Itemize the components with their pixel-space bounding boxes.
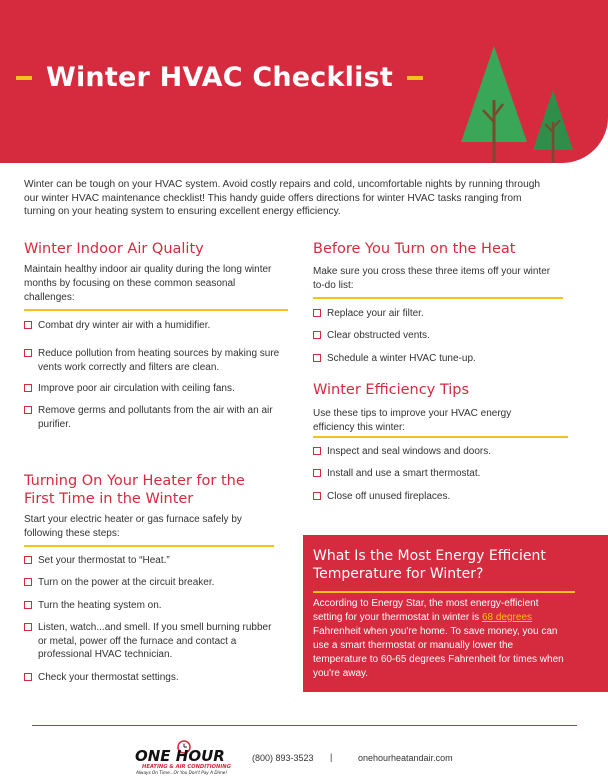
page-title: Winter HVAC Checklist	[46, 62, 393, 93]
logo-wordmark: ONE HOUR	[135, 747, 225, 765]
list-item: Inspect and seal windows and doors.	[313, 445, 568, 459]
list-item: Check your thermostat settings.	[24, 671, 274, 685]
list-item: Schedule a winter HVAC tune-up.	[313, 352, 563, 366]
footer-separator: |	[330, 752, 333, 762]
title-row	[16, 62, 423, 93]
checkbox-icon	[313, 447, 321, 455]
checkbox-icon	[24, 406, 32, 414]
checkbox-icon	[24, 384, 32, 392]
checkbox-icon	[313, 492, 321, 500]
list-item: Listen, watch...and smell. If you smell burning rubber or metal, power off the furnace and contact a professional HVAC technician.	[24, 621, 274, 662]
list-item: Turn on the power at the circuit breaker.	[24, 576, 274, 590]
callout-rule	[313, 591, 575, 593]
before-heat-rule	[313, 297, 563, 299]
list-item: Replace your air filter.	[313, 307, 563, 321]
before-heat-heading: Before You Turn on the Heat	[313, 241, 516, 257]
checkbox-icon	[24, 578, 32, 586]
efficiency-heading: Winter Efficiency Tips	[313, 382, 470, 398]
checkbox-icon	[313, 469, 321, 477]
checkbox-icon	[24, 556, 32, 564]
logo-tagline: Always On Time...Or You Don't Pay A Dime!	[136, 770, 228, 775]
list-item: Remove germs and pollutants from the air with an air purifier.	[24, 404, 280, 432]
list-item: Install and use a smart thermostat.	[313, 467, 568, 481]
list-item: Set your thermostat to “Heat.”	[24, 554, 274, 568]
checkbox-icon	[24, 623, 32, 631]
indoor-air-rule	[24, 309, 288, 311]
checkbox-icon	[313, 331, 321, 339]
logo-subtitle: HEATING & AIR CONDITIONING	[142, 764, 231, 770]
heater-list	[24, 554, 274, 685]
indoor-air-lead: Maintain healthy indoor air quality during the long winter months by focusing on these common seasonal challenges:	[24, 264, 272, 303]
footer-website[interactable]: onehourheatandair.com	[358, 753, 453, 763]
footer-phone[interactable]: (800) 893-3523	[252, 753, 314, 763]
title-dash-right	[407, 76, 423, 80]
checkbox-icon	[24, 673, 32, 681]
efficiency-lead: Use these tips to improve your HVAC energy efficiency this winter:	[313, 408, 512, 433]
one-hour-logo	[134, 740, 234, 776]
checkbox-icon	[313, 354, 321, 362]
before-heat-list	[313, 307, 563, 365]
pine-trees-icon	[455, 40, 585, 163]
heater-heading: Turning On Your Heater for the First Time in the Winter	[24, 473, 245, 507]
temperature-callout	[303, 535, 608, 692]
efficiency-rule	[313, 436, 568, 438]
heater-lead: Start your electric heater or gas furnace safely by following these steps:	[24, 514, 242, 539]
list-item: Combat dry winter air with a humidifier.	[24, 319, 280, 333]
footer-rule	[32, 725, 577, 726]
header-banner	[0, 0, 608, 163]
list-item: Close off unused fireplaces.	[313, 490, 568, 504]
checkbox-icon	[24, 321, 32, 329]
checkbox-icon	[24, 349, 32, 357]
list-item: Improve poor air circulation with ceiling fans.	[24, 382, 280, 396]
list-item: Reduce pollution from heating sources by making sure vents work correctly and filters are clean.	[24, 347, 280, 375]
callout-heading: What Is the Most Energy Efficient Temperature for Winter?	[313, 548, 546, 582]
intro-paragraph: Winter can be tough on your HVAC system. Avoid costly repairs and cold, uncomfortable nights by running through our winter HVAC maintenance checklist! This handy guide offers directions for winter HVAC tasks ranging from turning on your heating system to ensuring excellent energy efficiency.	[24, 179, 541, 217]
heater-rule	[24, 545, 274, 547]
list-item: Clear obstructed vents.	[313, 329, 563, 343]
indoor-air-list	[24, 319, 280, 432]
checkbox-icon	[313, 309, 321, 317]
list-item: Turn the heating system on.	[24, 599, 274, 613]
callout-text: According to Energy Star, the most energy-efficient setting for your thermostat in winter is 68 degrees Fahrenheit when you're home. To save money, you can use a smart thermostat or manually lower the temperature to 60-65 degrees Fahrenheit for times when you're away.	[313, 598, 564, 679]
efficiency-list	[313, 445, 568, 503]
before-heat-lead: Make sure you cross these three items off your winter to-do list:	[313, 266, 551, 291]
checkbox-icon	[24, 601, 32, 609]
indoor-air-heading: Winter Indoor Air Quality	[24, 241, 204, 257]
title-dash-left	[16, 76, 32, 80]
degrees-link[interactable]: 68 degrees	[481, 611, 533, 623]
